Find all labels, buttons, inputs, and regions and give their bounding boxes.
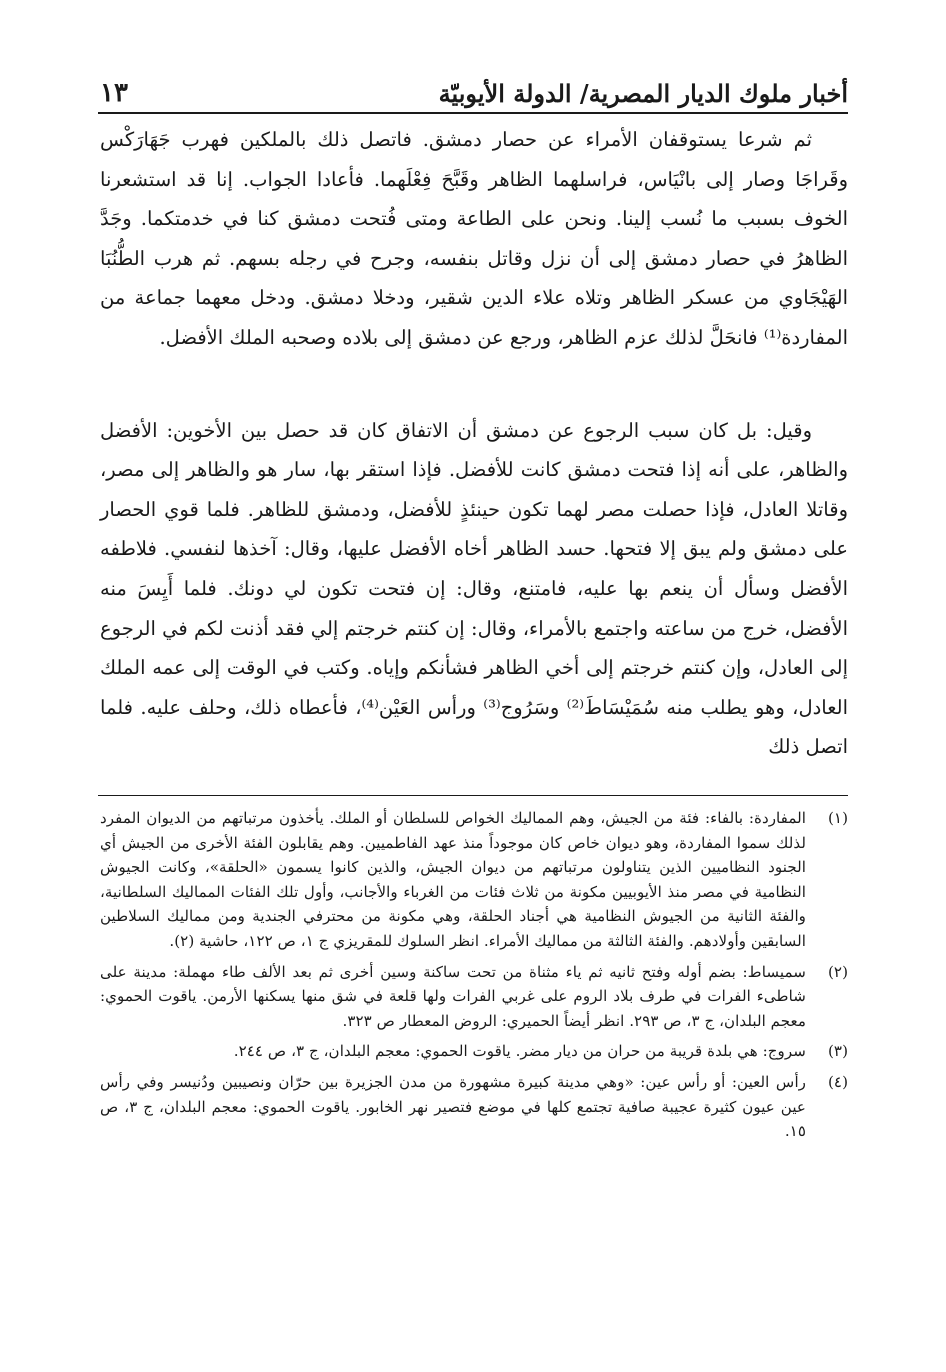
footnote-rule (98, 795, 848, 796)
footnote-number: (١) (827, 809, 848, 827)
main-text (100, 120, 848, 767)
paragraph-gap (100, 358, 848, 411)
footnote (100, 806, 848, 954)
footnote-text: رأس العين: أو رأس عين: «وهي مدينة كبيرة مشهورة من مدن الجزيرة بين حرّان ونصيبين ودُنيسر وفي رأس عين عيون كثيرة عجيبة صافية تجتمع كلها في موضع فتصير نهر الخابور. ياقوت الحموي: معجم البلدان، ج ٣، ص ١٥. (100, 1072, 806, 1141)
footnote (100, 1039, 848, 1064)
page-header (100, 68, 848, 108)
footnote (100, 1070, 848, 1144)
footnote-number: (٢) (827, 962, 848, 981)
page-number: ١٣ (100, 78, 128, 108)
footnote-number: (٤) (827, 1072, 848, 1091)
running-title: أخبار ملوك الديار المصرية/ الدولة الأيوبيّة (438, 79, 848, 108)
footnote-text: المفاردة: بالفاء: فئة من الجيش، وهم المماليك الخواص للسلطان أو الملك. يأخذون مرتباتهم من الديوان المفرد لذلك سموا المفاردة، وهو ديوان خاص كان موجوداً منذ عهد الفاطميين. وهم يقابلون الفئة الأخرى من الجيش أي الجنود النظاميين الذين يتناولون مرتباتهم من ديوان الجيش، والذين كانوا يسمون «الحلقة»، وكانت الجيوش النظامية في مصر منذ الأيوبيين مكونة من ثلاث فئات من الغرباء والأجانب، وأول تلك الفئات المماليك السلطانية، والفئة الثانية من الجيوش النظامية هي أجناد الحلقة، وهي مكونة من محترفي الجندية ومن مماليك السلاطين السابقين وأولادهم. والفئة الثالثة من مماليك الأمراء. انظر السلوك للمقريزي ج ١، ص ١٢٢، حاشية (٢). (100, 809, 806, 950)
header-rule (98, 112, 848, 114)
footnote-number: (٣) (827, 1042, 848, 1061)
footnote (100, 960, 848, 1034)
footnotes (100, 806, 848, 1150)
paragraph: وقيل: بل كان سبب الرجوع عن دمشق أن الاتفاق كان قد حصل بين الأخوين: الأفضل والظاهر، على أنه إذا فتحت دمشق كانت للأفضل. فإذا استقر بها، سار هو والظاهر إلى مصر، وقاتلا العادل، فإذا حصلت مصر لهما تكون حينئذٍ للأفضل، ودمشق للظاهر. فلما قوي الحصار على دمشق ولم يبق إلا فتحها. حسد الظاهر أخاه الأفضل عليها، وقال: آخذها لنفسي. فلاطفه الأفضل وسأل أن ينعم بها عليه، فامتنع، وقال: إن فتحت تكون لي دونك. فلما أَيِسَ منه الأفضل، خرج من ساعته واجتمع بالأمراء، وقال: إن كنتم خرجتم إلي فقد أذنت لكم في الرجوع إلى العادل، وإن كنتم خرجتم إلى أخي الظاهر فشأنكم وإياه. وكتب في الوقت إلى عمه الملك العادل، وهو يطلب منه سُمَيْسَاطَ⁽²⁾ وسَرُوج⁽³⁾ ورأس العَيْن⁽⁴⁾، فأعطاه ذلك، وحلف عليه. فلما اتصل ذلك (100, 418, 849, 759)
paragraph: ثم شرعا يستوقفان الأمراء عن حصار دمشق. فاتصل ذلك بالملكين فهرب جَهَارَكْس وقَراجَا وصار إلى بانْيَاس، فراسلهما الظاهر وقَبَّحَ فِعْلَهما. فأعادا الجواب. إنا قد استشعرنا الخوف بسبب ما نُسب إلينا. ونحن على الطاعة ومتى فُتحت دمشق كنا في خدمتكما. وجَدَّ الظاهرُ في حصار دمشق إلى أن نزل وقاتل بنفسه، وجرح في رجله بسهم. ثم هرب الطُّنُبَا الهَيْجَاوي من عسكر الظاهر وتلاه علاء الدين شقير، ودخلا دمشق. ودخل معهما جماعة من المفاردة⁽¹⁾ فانحَلَّ لذلك عزم الظاهر، ورجع عن دمشق إلى بلاده وصحبه الملك الأفضل. (100, 128, 849, 349)
footnote-text: سميساط: بضم أوله وفتح ثانيه ثم ياء مثناة من تحت ساكنة وسين أخرى ثم بعد الألف طاء مهملة: مدينة على شاطىء الفرات في طرف بلاد الروم على غربي الفرات ولها قلعة في شق منها يسكنها الأرمن. ياقوت الحموي: معجم البلدان، ج ٣، ص ٢٩٣. انظر أيضاً الحميري: الروض المعطار ص ٣٢٣. (100, 962, 806, 1030)
footnote-text: سروج: هي بلدة قريبة من حران من ديار مضر. ياقوت الحموي: معجم البلدان، ج ٣، ص ٢٤٤. (233, 1042, 806, 1061)
